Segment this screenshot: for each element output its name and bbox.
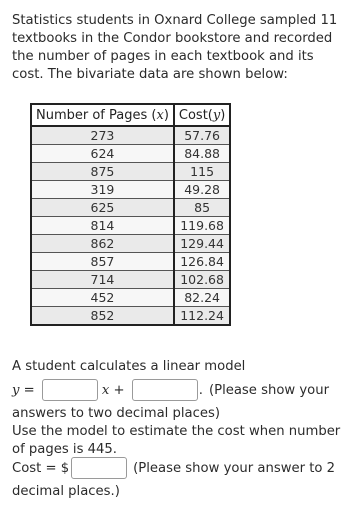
pages-cell: 714 — [31, 271, 174, 289]
table-row — [31, 289, 230, 307]
rounding-hint-2: (Please show your answer to 2 — [133, 460, 336, 476]
table-row — [31, 199, 230, 217]
model-instructions — [12, 405, 346, 459]
equals-sign: = — [19, 382, 39, 398]
cost-cell: 57.76 — [174, 126, 230, 145]
table-row — [31, 253, 230, 271]
cost-cell: 119.68 — [174, 217, 230, 235]
intro-paragraph: Statistics students in Oxnard College sampled 11 textbooks in the Condor bookstore and recorded the number of pages in each textbook and its cost. The bivariate data are shown below: — [12, 13, 338, 82]
table-row — [31, 181, 230, 199]
pages-cell: 875 — [31, 163, 174, 181]
cost-cell: 85 — [174, 199, 230, 217]
cost-input[interactable] — [71, 457, 127, 479]
cost-cell: 126.84 — [174, 253, 230, 271]
data-table — [30, 103, 231, 326]
table-row — [31, 235, 230, 253]
slope-input[interactable] — [42, 379, 98, 401]
table-header-row — [31, 104, 230, 126]
table-row — [31, 163, 230, 181]
table-row — [31, 217, 230, 235]
data-table-container — [30, 103, 231, 326]
x-variable: x — [101, 382, 110, 398]
pages-cell: 852 — [31, 307, 174, 326]
pages-cell: 452 — [31, 289, 174, 307]
table-row — [31, 145, 230, 163]
pages-cell: 857 — [31, 253, 174, 271]
column-header-cost: Cost(y) — [174, 104, 230, 126]
pages-cell: 273 — [31, 126, 174, 145]
intercept-input[interactable] — [132, 379, 198, 401]
cost-cell: 102.68 — [174, 271, 230, 289]
cost-cell: 129.44 — [174, 235, 230, 253]
rounding-hint-2-continued: decimal places.) — [12, 484, 120, 499]
pages-cell: 624 — [31, 145, 174, 163]
cost-cell: 49.28 — [174, 181, 230, 199]
table-body — [31, 126, 230, 325]
table-row — [31, 126, 230, 145]
equation-period: . — [198, 382, 203, 398]
rounding-hint-1: (Please show your — [208, 382, 330, 398]
cost-cell: 84.88 — [174, 145, 230, 163]
table-row — [31, 271, 230, 289]
pages-cell: 625 — [31, 199, 174, 217]
pages-cell: 814 — [31, 217, 174, 235]
plus-sign: + — [109, 382, 129, 398]
cost-cell: 115 — [174, 163, 230, 181]
y-variable: y — [12, 382, 20, 398]
model-prompt: A student calculates a linear model — [12, 359, 246, 374]
cost-row — [12, 455, 335, 481]
pages-cell: 319 — [31, 181, 174, 199]
cost-cell: 82.24 — [174, 289, 230, 307]
pages-cell: 862 — [31, 235, 174, 253]
equation-row — [12, 377, 329, 403]
column-header-pages: Number of Pages (x) — [31, 104, 174, 126]
table-row — [31, 307, 230, 326]
cost-label: Cost = $ — [12, 460, 70, 476]
cost-cell: 112.24 — [174, 307, 230, 326]
rounding-hint-1-continued: answers to two decimal places) — [12, 406, 221, 421]
estimate-instruction: Use the model to estimate the cost when number of pages is 445. — [12, 424, 341, 457]
